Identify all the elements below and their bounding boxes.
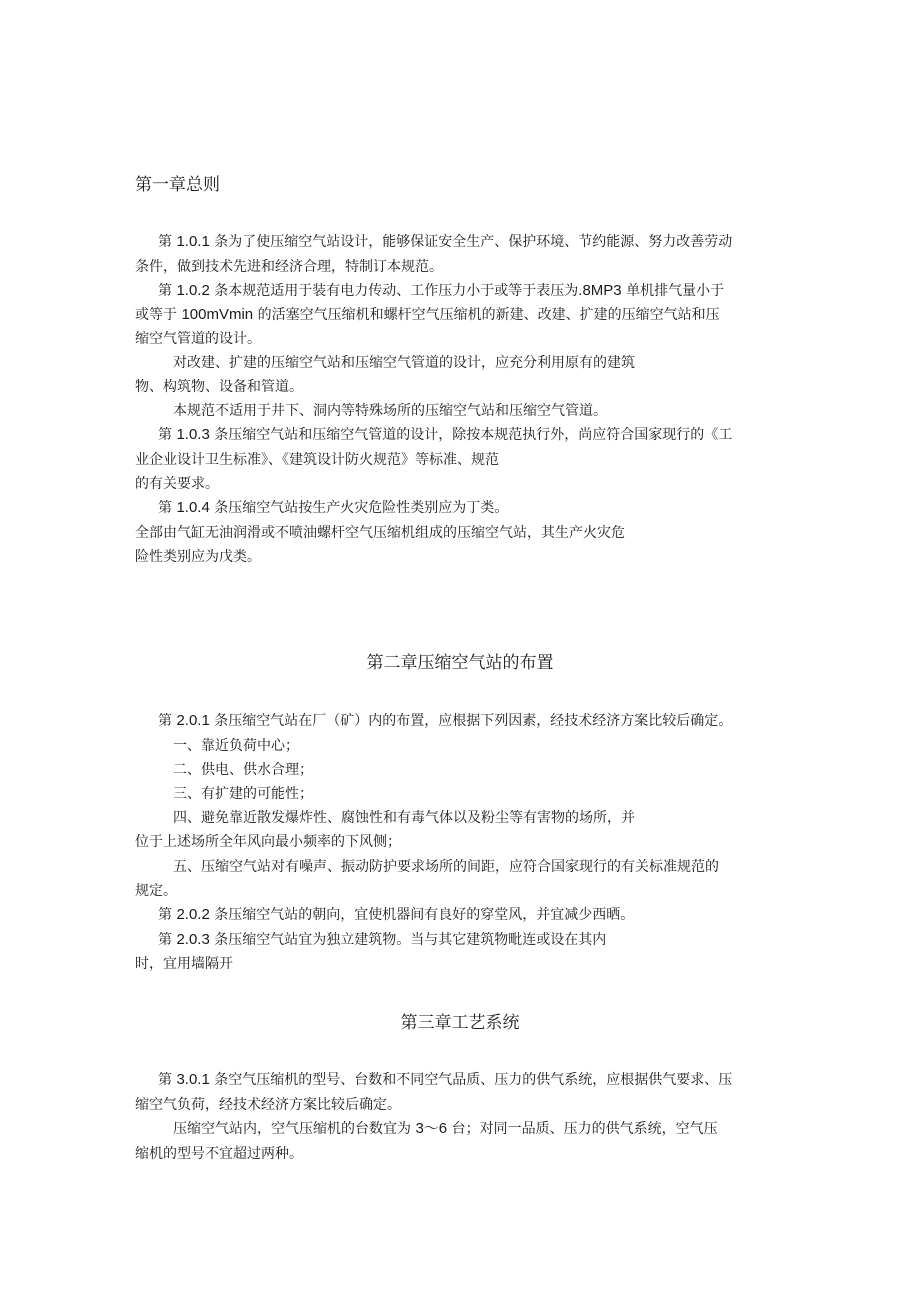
article-text: 或等于 <box>135 307 182 323</box>
article-number: 2.0.2 <box>176 906 210 923</box>
list-item-2: 二、供电、供水合理； <box>173 762 313 778</box>
paragraph-oilfree-line-1: 全部由气缸无油润滑或不喷油螺杆空气压缩机组成的压缩空气站，其生产火灾危 <box>135 525 625 541</box>
article-number: 1.0.4 <box>176 499 210 516</box>
list-item-3: 三、有扩建的可能性； <box>173 786 313 802</box>
article-1-0-3-line-3: 的有关要求。 <box>135 476 219 492</box>
paragraph-text: 台；对同一品质、压力的供气系统，空气压 <box>447 1121 718 1137</box>
article-1-0-2-line-1 <box>158 281 724 301</box>
article-prefix: 第 <box>158 234 177 250</box>
article-2-0-3-line-2: 时，宜用墙隔开 <box>135 956 233 972</box>
article-text: 条压缩空气站按生产火灾危险性类别应为丁类。 <box>209 500 509 516</box>
article-number: 1.0.1 <box>176 233 210 250</box>
paragraph-reuse-line-1: 对改建、扩建的压缩空气站和压缩空气管道的设计，应充分利用原有的建筑 <box>173 355 635 371</box>
paragraph-exclude: 本规范不适用于井下、洞内等特殊场所的压缩空气站和压缩空气管道。 <box>173 403 607 419</box>
article-text: 单机排气量小于 <box>621 283 725 299</box>
article-number: 1.0.2 <box>176 282 210 299</box>
article-1-0-2-line-2 <box>135 305 720 325</box>
article-text: 条为了使压缩空气站设计，能够保证安全生产、保护环境、节约能源、努力改善劳动 <box>209 234 733 250</box>
article-prefix: 第 <box>158 500 177 516</box>
paragraph-count-line-2: 缩机的型号不宜超过两种。 <box>135 1146 303 1162</box>
paragraph-reuse-line-2: 物、构筑物、设备和管道。 <box>135 379 303 395</box>
article-text: 条本规范适用于装有电力传动、工作压力小于或等于表压为 <box>209 283 579 299</box>
paragraph-text: 压缩空气站内，空气压缩机的台数宜为 <box>173 1121 416 1137</box>
article-text: 条压缩空气站在厂（矿）内的布置，应根据下列因素，经技术经济方案比较后确定。 <box>209 713 733 729</box>
list-item-5-line-2: 规定。 <box>135 883 177 899</box>
paragraph-count-line-1 <box>173 1119 718 1139</box>
article-prefix: 第 <box>158 283 177 299</box>
chapter-2-title: 第二章压缩空气站的布置 <box>366 653 554 673</box>
article-2-0-2-line-1 <box>158 905 634 925</box>
article-1-0-1-line-2: 条件，做到技术先进和经济合理，特制订本规范。 <box>135 259 443 275</box>
flow-value: 100mVmin <box>181 306 254 323</box>
article-1-0-4-line-1 <box>158 498 508 518</box>
article-number: 1.0.3 <box>176 426 210 443</box>
article-prefix: 第 <box>158 907 177 923</box>
article-2-0-1-line-1 <box>158 711 732 731</box>
list-item-4-line-1: 四、避免靠近散发爆炸性、腐蚀性和有毒气体以及粉尘等有害物的场所，并 <box>173 810 635 826</box>
article-1-0-1-line-1 <box>158 232 732 252</box>
chapter-1-title: 第一章总则 <box>135 175 220 195</box>
paragraph-oilfree-line-2: 险性类别应为戊类。 <box>135 549 261 565</box>
article-1-0-3-line-2: 业企业设计卫生标准》、《建筑设计防火规范》等标准、规范 <box>135 452 499 468</box>
pressure-value: .8MP3 <box>578 282 622 299</box>
article-1-0-2-line-3: 缩空气管道的设计。 <box>135 331 261 347</box>
article-3-0-1-line-1 <box>158 1070 732 1090</box>
article-2-0-3-line-1 <box>158 930 606 950</box>
article-number: 2.0.1 <box>176 712 210 729</box>
article-prefix: 第 <box>158 932 177 948</box>
article-1-0-3-line-1 <box>158 425 732 445</box>
article-text: 的活塞空气压缩机和螺杆空气压缩机的新建、改建、扩建的压缩空气站和压 <box>253 307 720 323</box>
chapter-3-title: 第三章工艺系统 <box>400 1013 520 1033</box>
count-range: 3～6 <box>415 1120 448 1137</box>
article-text: 条压缩空气站的朝向，宜使机器间有良好的穿堂风，并宜减少西晒。 <box>209 907 635 923</box>
article-prefix: 第 <box>158 427 177 443</box>
article-text: 条压缩空气站宜为独立建筑物。当与其它建筑物毗连或设在其内 <box>209 932 607 948</box>
article-prefix: 第 <box>158 713 177 729</box>
article-number: 3.0.1 <box>176 1071 210 1088</box>
article-number: 2.0.3 <box>176 931 210 948</box>
article-text: 条空气压缩机的型号、台数和不同空气品质、压力的供气系统，应根据供气要求、压 <box>209 1072 733 1088</box>
article-prefix: 第 <box>158 1072 177 1088</box>
article-3-0-1-line-2: 缩空气负荷，经技术经济方案比较后确定。 <box>135 1097 401 1113</box>
article-text: 条压缩空气站和压缩空气管道的设计，除按本规范执行外，尚应符合国家现行的《工 <box>209 427 733 443</box>
list-item-1: 一、靠近负荷中心； <box>173 738 299 754</box>
list-item-4-line-2: 位于上述场所全年风向最小频率的下风侧； <box>135 834 401 850</box>
list-item-5-line-1: 五、压缩空气站对有噪声、振动防护要求场所的间距，应符合国家现行的有关标准规范的 <box>173 859 719 875</box>
